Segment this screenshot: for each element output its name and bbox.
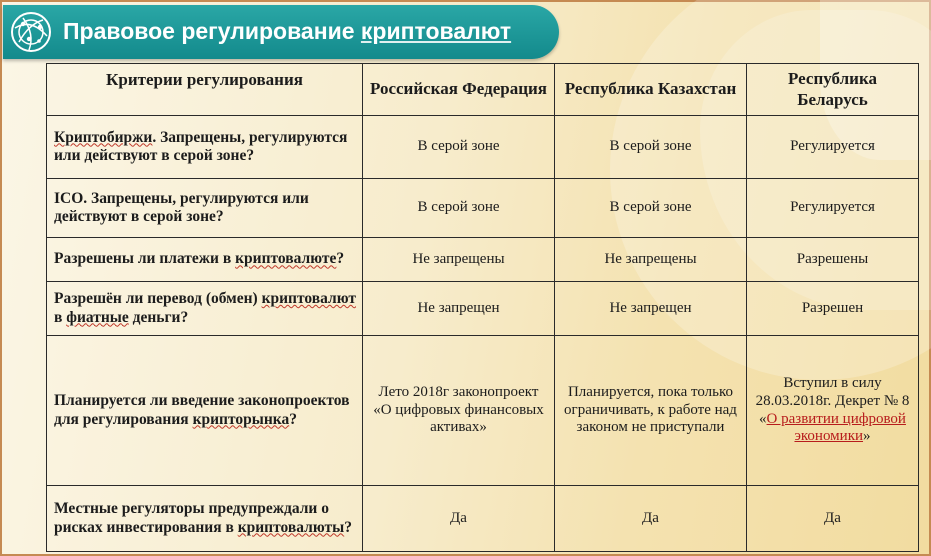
column-header-kazakhstan: Республика Казахстан bbox=[555, 64, 747, 116]
criterion-cell: Криптобиржи. Запрещены, регулируются или действуют в серой зоне? bbox=[47, 116, 363, 179]
cell-russia: В серой зоне bbox=[363, 179, 555, 238]
cell-kazakhstan: Планируется, пока только ограничивать, к работе над законом не приступали bbox=[555, 336, 747, 486]
cell-belarus: Регулируется bbox=[747, 179, 919, 238]
cell-kazakhstan: В серой зоне bbox=[555, 179, 747, 238]
cell-kazakhstan: Не запрещены bbox=[555, 238, 747, 282]
cell-russia: Не запрещен bbox=[363, 282, 555, 336]
page-title: Правовое регулирование криптовалют bbox=[63, 18, 512, 44]
cell-kazakhstan: Не запрещен bbox=[555, 282, 747, 336]
criterion-cell: Разрешён ли перевод (обмен) криптовалют в фиатные деньги? bbox=[47, 282, 363, 336]
table-row bbox=[47, 238, 919, 282]
title-banner bbox=[3, 5, 559, 59]
cell-belarus: Регулируется bbox=[747, 116, 919, 179]
column-header-belarus: Республика Беларусь bbox=[747, 64, 919, 116]
cell-belarus: Вступил в силу 28.03.2018г. Декрет № 8 «О развитии цифровой экономики» bbox=[747, 336, 919, 486]
globe-network-icon bbox=[9, 10, 53, 54]
criterion-cell: Местные регуляторы предупреждали о рисках инвестирования в криптовалюты? bbox=[47, 486, 363, 552]
table-row bbox=[47, 486, 919, 552]
table-row bbox=[47, 336, 919, 486]
cell-russia: Лето 2018г законопроект «О цифровых финансовых активах» bbox=[363, 336, 555, 486]
column-header-russia: Российская Федерация bbox=[363, 64, 555, 116]
decree-link[interactable]: О развитии цифровой экономики bbox=[766, 410, 906, 445]
criterion-cell: Планируется ли введение законопроектов для регулирования крипторынка? bbox=[47, 336, 363, 486]
cell-belarus: Да bbox=[747, 486, 919, 552]
column-header-criteria: Критерии регулирования bbox=[47, 64, 363, 116]
cell-russia: Да bbox=[363, 486, 555, 552]
table-row bbox=[47, 282, 919, 336]
criterion-cell: ICO. Запрещены, регулируются или действуют в серой зоне? bbox=[47, 179, 363, 238]
regulation-table bbox=[46, 63, 919, 552]
cell-belarus: Разрешены bbox=[747, 238, 919, 282]
cell-russia: В серой зоне bbox=[363, 116, 555, 179]
table-header-row bbox=[47, 64, 919, 116]
cell-russia: Не запрещены bbox=[363, 238, 555, 282]
cell-belarus: Разрешен bbox=[747, 282, 919, 336]
cell-kazakhstan: Да bbox=[555, 486, 747, 552]
criterion-cell: Разрешены ли платежи в криптовалюте? bbox=[47, 238, 363, 282]
table-row bbox=[47, 179, 919, 238]
table-row bbox=[47, 116, 919, 179]
cell-kazakhstan: В серой зоне bbox=[555, 116, 747, 179]
